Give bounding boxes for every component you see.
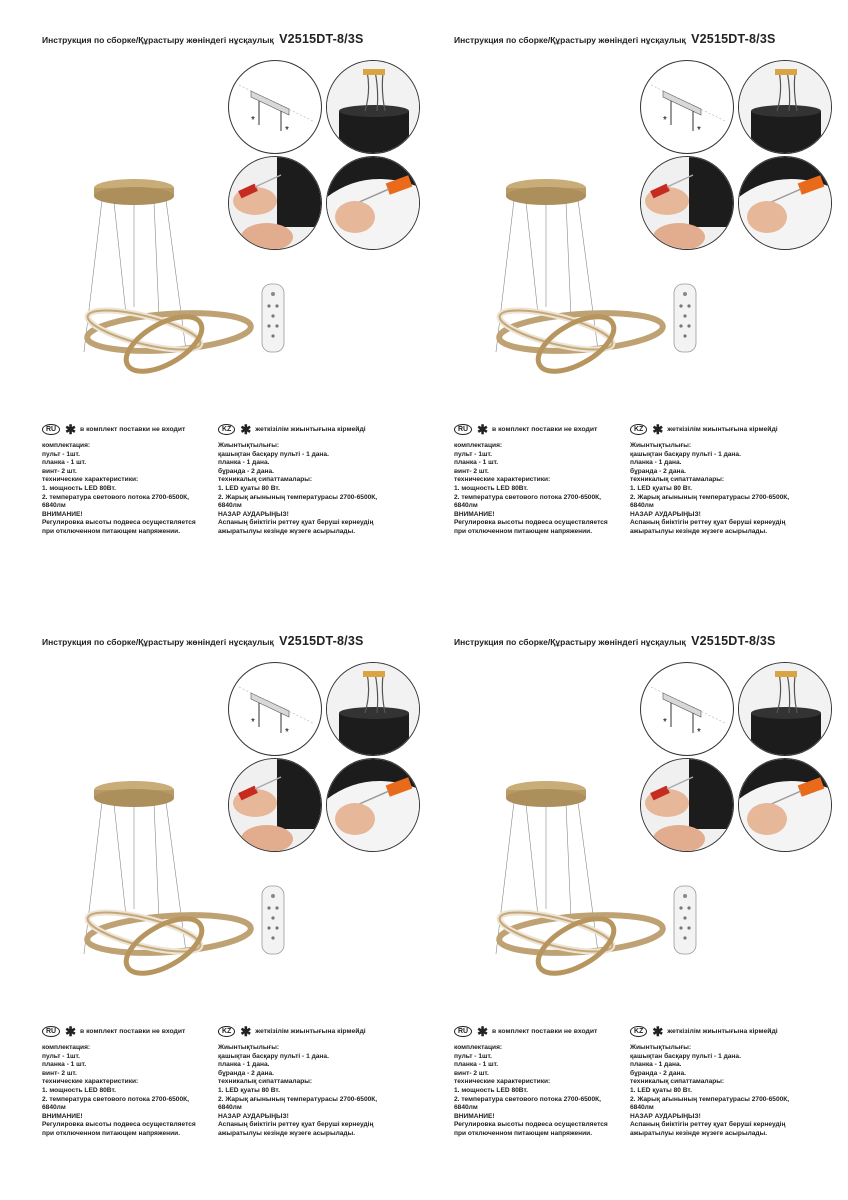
spec-line: при отключенном питающем напряжении.: [454, 1129, 593, 1137]
ru-badge: RU: [42, 424, 60, 435]
spec-line: техникалық сипаттамалары:: [630, 476, 725, 484]
chandelier-illustration: [446, 694, 666, 994]
kz-spec-block: [630, 442, 810, 537]
title-text: Инструкция по сборке/Құрастыру жөніндегі нұсқаулық: [42, 637, 274, 647]
step-bracket-diagram: [640, 662, 734, 756]
model-number: V2515DT-8/3S: [691, 32, 776, 46]
step-wiring-photo: [326, 60, 420, 154]
ru-header: [42, 1023, 186, 1039]
instruction-sheet: [30, 32, 430, 592]
spec-line: пульт - 1шт.: [454, 1052, 492, 1060]
asterisk-icon: ✱: [652, 421, 664, 437]
model-number: V2515DT-8/3S: [691, 634, 776, 648]
step-wiring-photo: [326, 662, 420, 756]
step-mount-photo: [326, 156, 420, 250]
ru-badge: RU: [454, 1026, 472, 1037]
svg-text:*: *: [285, 125, 289, 136]
remote-control-illustration: [672, 884, 698, 956]
kz-header: [218, 421, 366, 437]
step-screwdriver-photo: [228, 156, 322, 250]
step-screwdriver-photo: [640, 156, 734, 250]
kz-badge: KZ: [218, 1026, 235, 1037]
spec-line: винт- 2 шт.: [454, 1069, 489, 1077]
step-mount-photo: [738, 758, 832, 852]
spec-line: Аспаның биіктігін реттеу қуат беруші кернеудің: [630, 1121, 786, 1129]
ru-note: в комплект поставки не входит: [80, 1028, 186, 1035]
ru-spec-block: [454, 1044, 634, 1139]
spec-line: қашықтан басқару пульті - 1 дана.: [630, 1052, 741, 1060]
spec-line: при отключенном питающем напряжении.: [42, 1129, 181, 1137]
spec-line: при отключенном питающем напряжении.: [454, 527, 593, 535]
spec-line: бұранда - 2 дана.: [630, 1069, 686, 1077]
spec-line: 1. мощность LED 80Вт.: [42, 1086, 116, 1094]
spec-line: пульт - 1шт.: [42, 1052, 80, 1060]
instruction-sheet: [30, 634, 430, 1194]
title-text: Инструкция по сборке/Құрастыру жөніндегі нұсқаулық: [42, 35, 274, 45]
spec-line: 1. мощность LED 80Вт.: [42, 484, 116, 492]
spec-line: қашықтан басқару пульті - 1 дана.: [218, 1052, 329, 1060]
spec-line: 6840лм: [218, 1104, 242, 1112]
svg-text:*: *: [697, 125, 701, 136]
spec-line: Регулировка высоты подвеса осуществляется: [454, 1121, 608, 1129]
sheet-title: [42, 32, 422, 46]
chandelier-illustration: [446, 92, 666, 392]
asterisk-icon: ✱: [65, 1023, 77, 1039]
kz-badge: KZ: [630, 424, 647, 435]
spec-line: ВНИМАНИЕ!: [42, 510, 83, 518]
svg-text:*: *: [663, 717, 667, 728]
svg-text:*: *: [697, 727, 701, 738]
chandelier-illustration: [34, 92, 254, 392]
spec-line: планка - 1 дана.: [218, 1061, 270, 1069]
sheet-title: [454, 634, 834, 648]
ru-header: [454, 1023, 598, 1039]
ru-badge: RU: [42, 1026, 60, 1037]
spec-line: комплектация:: [42, 442, 91, 449]
model-number: V2515DT-8/3S: [279, 634, 364, 648]
step-screwdriver-photo: [640, 758, 734, 852]
spec-line: 6840лм: [454, 1104, 478, 1112]
spec-line: 2. Жарық ағынының температурасы 2700-6500К,: [218, 493, 378, 501]
spec-line: 2. Жарық ағынының температурасы 2700-6500К,: [218, 1095, 378, 1103]
svg-text:*: *: [251, 717, 255, 728]
spec-line: ажыратылуы кезінде жүзеге асырылады.: [218, 1129, 356, 1137]
step-mount-photo: [738, 156, 832, 250]
spec-line: 1. LED қуаты 80 Вт.: [218, 484, 280, 492]
spec-line: Регулировка высоты подвеса осуществляется: [42, 519, 196, 527]
spec-line: 6840лм: [630, 502, 654, 510]
spec-line: винт- 2 шт.: [454, 467, 489, 475]
spec-line: Регулировка высоты подвеса осуществляется: [42, 1121, 196, 1129]
remote-control-illustration: [260, 884, 286, 956]
spec-line: НАЗАР АУДАРЫҢЫЗ!: [218, 510, 289, 518]
spec-line: 6840лм: [42, 502, 66, 510]
step-bracket-diagram: [640, 60, 734, 154]
spec-line: бұранда - 2 дана.: [218, 1069, 274, 1077]
spec-line: бұранда - 2 дана.: [218, 467, 274, 475]
spec-line: планка - 1 дана.: [630, 1061, 682, 1069]
spec-line: 2. Жарық ағынының температурасы 2700-6500К,: [630, 493, 790, 501]
spec-line: ажыратылуы кезінде жүзеге асырылады.: [630, 1129, 768, 1137]
spec-line: комплектация:: [42, 1044, 91, 1051]
instruction-sheet: [442, 634, 842, 1194]
spec-line: 2. Жарық ағынының температурасы 2700-6500К,: [630, 1095, 790, 1103]
spec-line: Регулировка высоты подвеса осуществляется: [454, 519, 608, 527]
spec-line: Аспаның биіктігін реттеу қуат беруші кернеудің: [630, 519, 786, 527]
spec-line: 2. температура светового потока 2700-6500К,: [42, 1095, 189, 1103]
spec-line: 1. LED қуаты 80 Вт.: [630, 484, 692, 492]
spec-line: Жиынтықтылығы:: [630, 1044, 692, 1051]
spec-line: планка - 1 шт.: [454, 459, 499, 467]
spec-line: техникалық сипаттамалары:: [630, 1078, 725, 1086]
ru-header: [454, 421, 598, 437]
spec-line: технические характеристики:: [454, 1078, 551, 1086]
chandelier-illustration: [34, 694, 254, 994]
step-wiring-photo: [738, 60, 832, 154]
title-text: Инструкция по сборке/Құрастыру жөніндегі нұсқаулық: [454, 637, 686, 647]
spec-line: Жиынтықтылығы:: [630, 442, 692, 449]
spec-line: планка - 1 шт.: [454, 1061, 499, 1069]
kz-spec-block: [630, 1044, 810, 1139]
kz-header: [630, 421, 778, 437]
ru-note: в комплект поставки не входит: [492, 426, 598, 433]
spec-line: НАЗАР АУДАРЫҢЫЗ!: [218, 1112, 289, 1120]
spec-line: технические характеристики:: [454, 476, 551, 484]
ru-header: [42, 421, 186, 437]
step-mount-photo: [326, 758, 420, 852]
spec-line: 6840лм: [42, 1104, 66, 1112]
kz-badge: KZ: [630, 1026, 647, 1037]
spec-line: 1. LED қуаты 80 Вт.: [218, 1086, 280, 1094]
asterisk-icon: ✱: [477, 421, 489, 437]
spec-line: техникалық сипаттамалары:: [218, 476, 313, 484]
asterisk-icon: ✱: [240, 421, 252, 437]
ru-note: в комплект поставки не входит: [492, 1028, 598, 1035]
kz-note: жеткізілім жиынтығына кірмейді: [255, 1028, 366, 1035]
spec-line: комплектация:: [454, 1044, 503, 1051]
title-text: Инструкция по сборке/Құрастыру жөніндегі нұсқаулық: [454, 35, 686, 45]
spec-line: НАЗАР АУДАРЫҢЫЗ!: [630, 1112, 701, 1120]
asterisk-icon: ✱: [240, 1023, 252, 1039]
ru-badge: RU: [454, 424, 472, 435]
kz-spec-block: [218, 442, 398, 537]
spec-line: 6840лм: [630, 1104, 654, 1112]
spec-line: Аспаның биіктігін реттеу қуат беруші кернеудің: [218, 519, 374, 527]
step-bracket-diagram: [228, 662, 322, 756]
kz-header: [218, 1023, 366, 1039]
step-screwdriver-photo: [228, 758, 322, 852]
spec-line: бұранда - 2 дана.: [630, 467, 686, 475]
spec-line: при отключенном питающем напряжении.: [42, 527, 181, 535]
spec-line: 2. температура светового потока 2700-6500К,: [42, 493, 189, 501]
spec-line: винт- 2 шт.: [42, 467, 77, 475]
spec-line: 1. мощность LED 80Вт.: [454, 1086, 528, 1094]
spec-line: 6840лм: [454, 502, 478, 510]
kz-note: жеткізілім жиынтығына кірмейді: [667, 1028, 778, 1035]
spec-line: технические характеристики:: [42, 1078, 139, 1086]
spec-line: Жиынтықтылығы:: [218, 1044, 280, 1051]
spec-line: винт- 2 шт.: [42, 1069, 77, 1077]
ru-note: в комплект поставки не входит: [80, 426, 186, 433]
spec-line: комплектация:: [454, 442, 503, 449]
spec-line: пульт - 1шт.: [454, 450, 492, 458]
spec-line: ВНИМАНИЕ!: [454, 510, 495, 518]
spec-line: Аспаның биіктігін реттеу қуат беруші кернеудің: [218, 1121, 374, 1129]
step-wiring-photo: [738, 662, 832, 756]
spec-line: 2. температура светового потока 2700-6500К,: [454, 493, 601, 501]
svg-text:*: *: [251, 115, 255, 126]
sheet-title: [42, 634, 422, 648]
spec-line: ВНИМАНИЕ!: [42, 1112, 83, 1120]
spec-line: 1. LED қуаты 80 Вт.: [630, 1086, 692, 1094]
remote-control-illustration: [672, 282, 698, 354]
spec-line: қашықтан басқару пульті - 1 дана.: [218, 450, 329, 458]
ru-spec-block: [42, 442, 222, 537]
ru-spec-block: [42, 1044, 222, 1139]
spec-line: 1. мощность LED 80Вт.: [454, 484, 528, 492]
spec-line: планка - 1 дана.: [630, 459, 682, 467]
spec-line: технические характеристики:: [42, 476, 139, 484]
spec-line: 6840лм: [218, 502, 242, 510]
spec-line: Жиынтықтылығы:: [218, 442, 280, 449]
asterisk-icon: ✱: [652, 1023, 664, 1039]
kz-badge: KZ: [218, 424, 235, 435]
asterisk-icon: ✱: [477, 1023, 489, 1039]
step-bracket-diagram: [228, 60, 322, 154]
remote-control-illustration: [260, 282, 286, 354]
kz-note: жеткізілім жиынтығына кірмейді: [667, 426, 778, 433]
model-number: V2515DT-8/3S: [279, 32, 364, 46]
svg-text:*: *: [663, 115, 667, 126]
instruction-sheet: [442, 32, 842, 592]
spec-line: планка - 1 шт.: [42, 1061, 87, 1069]
kz-header: [630, 1023, 778, 1039]
spec-line: ВНИМАНИЕ!: [454, 1112, 495, 1120]
spec-line: ажыратылуы кезінде жүзеге асырылады.: [630, 527, 768, 535]
spec-line: ажыратылуы кезінде жүзеге асырылады.: [218, 527, 356, 535]
spec-line: қашықтан басқару пульті - 1 дана.: [630, 450, 741, 458]
asterisk-icon: ✱: [65, 421, 77, 437]
spec-line: пульт - 1шт.: [42, 450, 80, 458]
spec-line: НАЗАР АУДАРЫҢЫЗ!: [630, 510, 701, 518]
spec-line: планка - 1 дана.: [218, 459, 270, 467]
svg-text:*: *: [285, 727, 289, 738]
sheet-title: [454, 32, 834, 46]
kz-note: жеткізілім жиынтығына кірмейді: [255, 426, 366, 433]
ru-spec-block: [454, 442, 634, 537]
spec-line: 2. температура светового потока 2700-6500К,: [454, 1095, 601, 1103]
kz-spec-block: [218, 1044, 398, 1139]
spec-line: техникалық сипаттамалары:: [218, 1078, 313, 1086]
spec-line: планка - 1 шт.: [42, 459, 87, 467]
